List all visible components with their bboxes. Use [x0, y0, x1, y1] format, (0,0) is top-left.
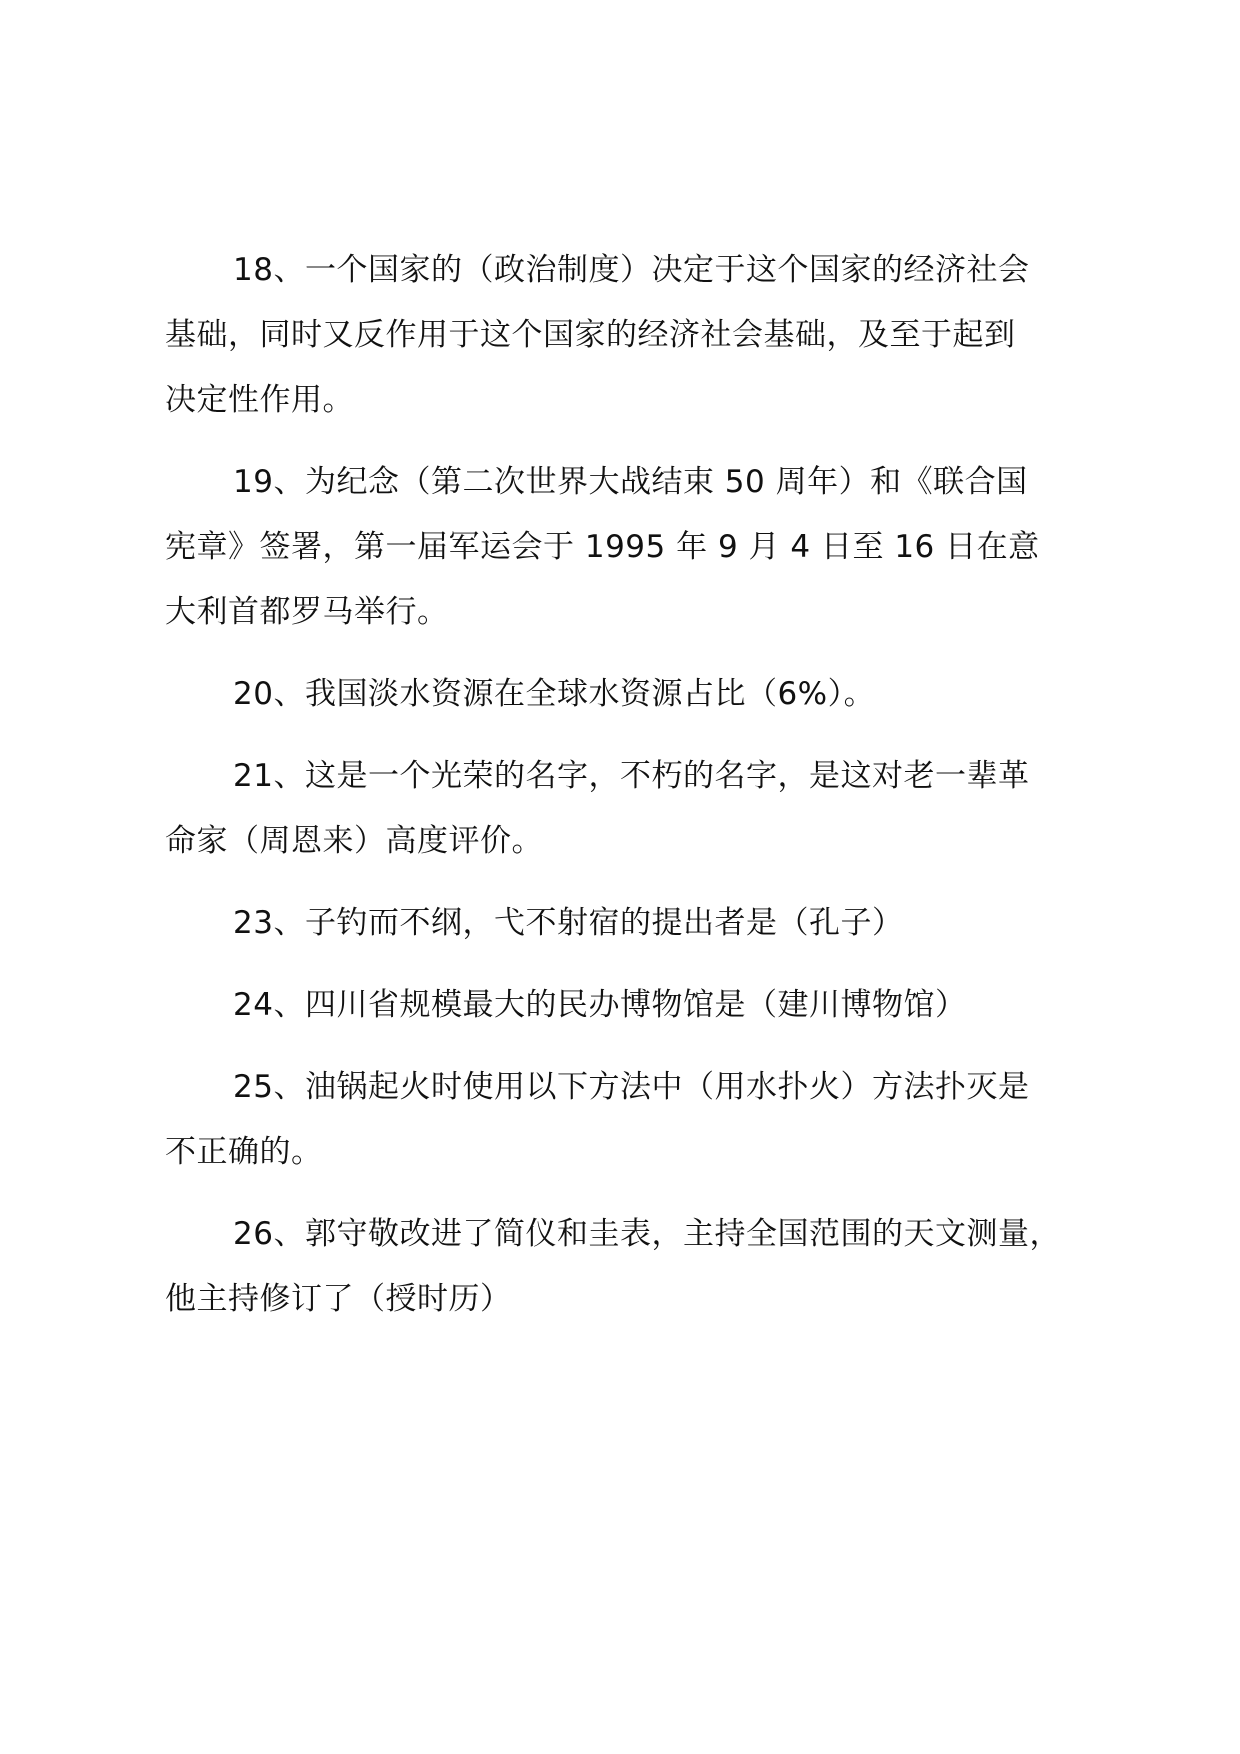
- question-line: 24、四川省规模最大的民办博物馆是（建川博物馆）: [233, 987, 967, 1023]
- question-line: 他主持修订了（授时历）: [165, 1281, 512, 1317]
- question-line: 命家（周恩来）高度评价。: [165, 823, 543, 859]
- question-line: 25、油锅起火时使用以下方法中（用水扑火）方法扑灭是: [233, 1069, 1030, 1105]
- question-line: 决定性作用。: [165, 382, 354, 418]
- question-19: [165, 450, 1110, 645]
- document-page: [165, 238, 1110, 1349]
- question-line: 19、为纪念（第二次世界大战结束 50 周年）和《联合国: [233, 464, 1028, 500]
- question-line: 18、一个国家的（政治制度）决定于这个国家的经济社会: [233, 252, 1030, 288]
- question-line: 宪章》签署，第一届军运会于 1995 年 9 月 4 日至 16 日在意: [165, 529, 1040, 565]
- question-18: [165, 238, 1110, 433]
- question-line: 21、这是一个光荣的名字，不朽的名字，是这对老一辈革: [233, 758, 1030, 794]
- question-line: 大利首都罗马举行。: [165, 594, 449, 630]
- question-line: 26、郭守敬改进了简仪和圭表，主持全国范围的天文测量，: [233, 1216, 1061, 1252]
- question-24: [165, 973, 1110, 1038]
- question-26: [165, 1202, 1110, 1332]
- question-20: [165, 662, 1110, 727]
- question-line: 基础，同时又反作用于这个国家的经济社会基础，及至于起到: [165, 317, 1016, 353]
- question-25: [165, 1055, 1110, 1185]
- question-line: 不正确的。: [165, 1134, 323, 1170]
- question-line: 23、子钓而不纲，弋不射宿的提出者是（孔子）: [233, 905, 904, 941]
- question-23: [165, 891, 1110, 956]
- question-line: 20、我国淡水资源在全球水资源占比（6%）。: [233, 676, 876, 712]
- question-21: [165, 744, 1110, 874]
